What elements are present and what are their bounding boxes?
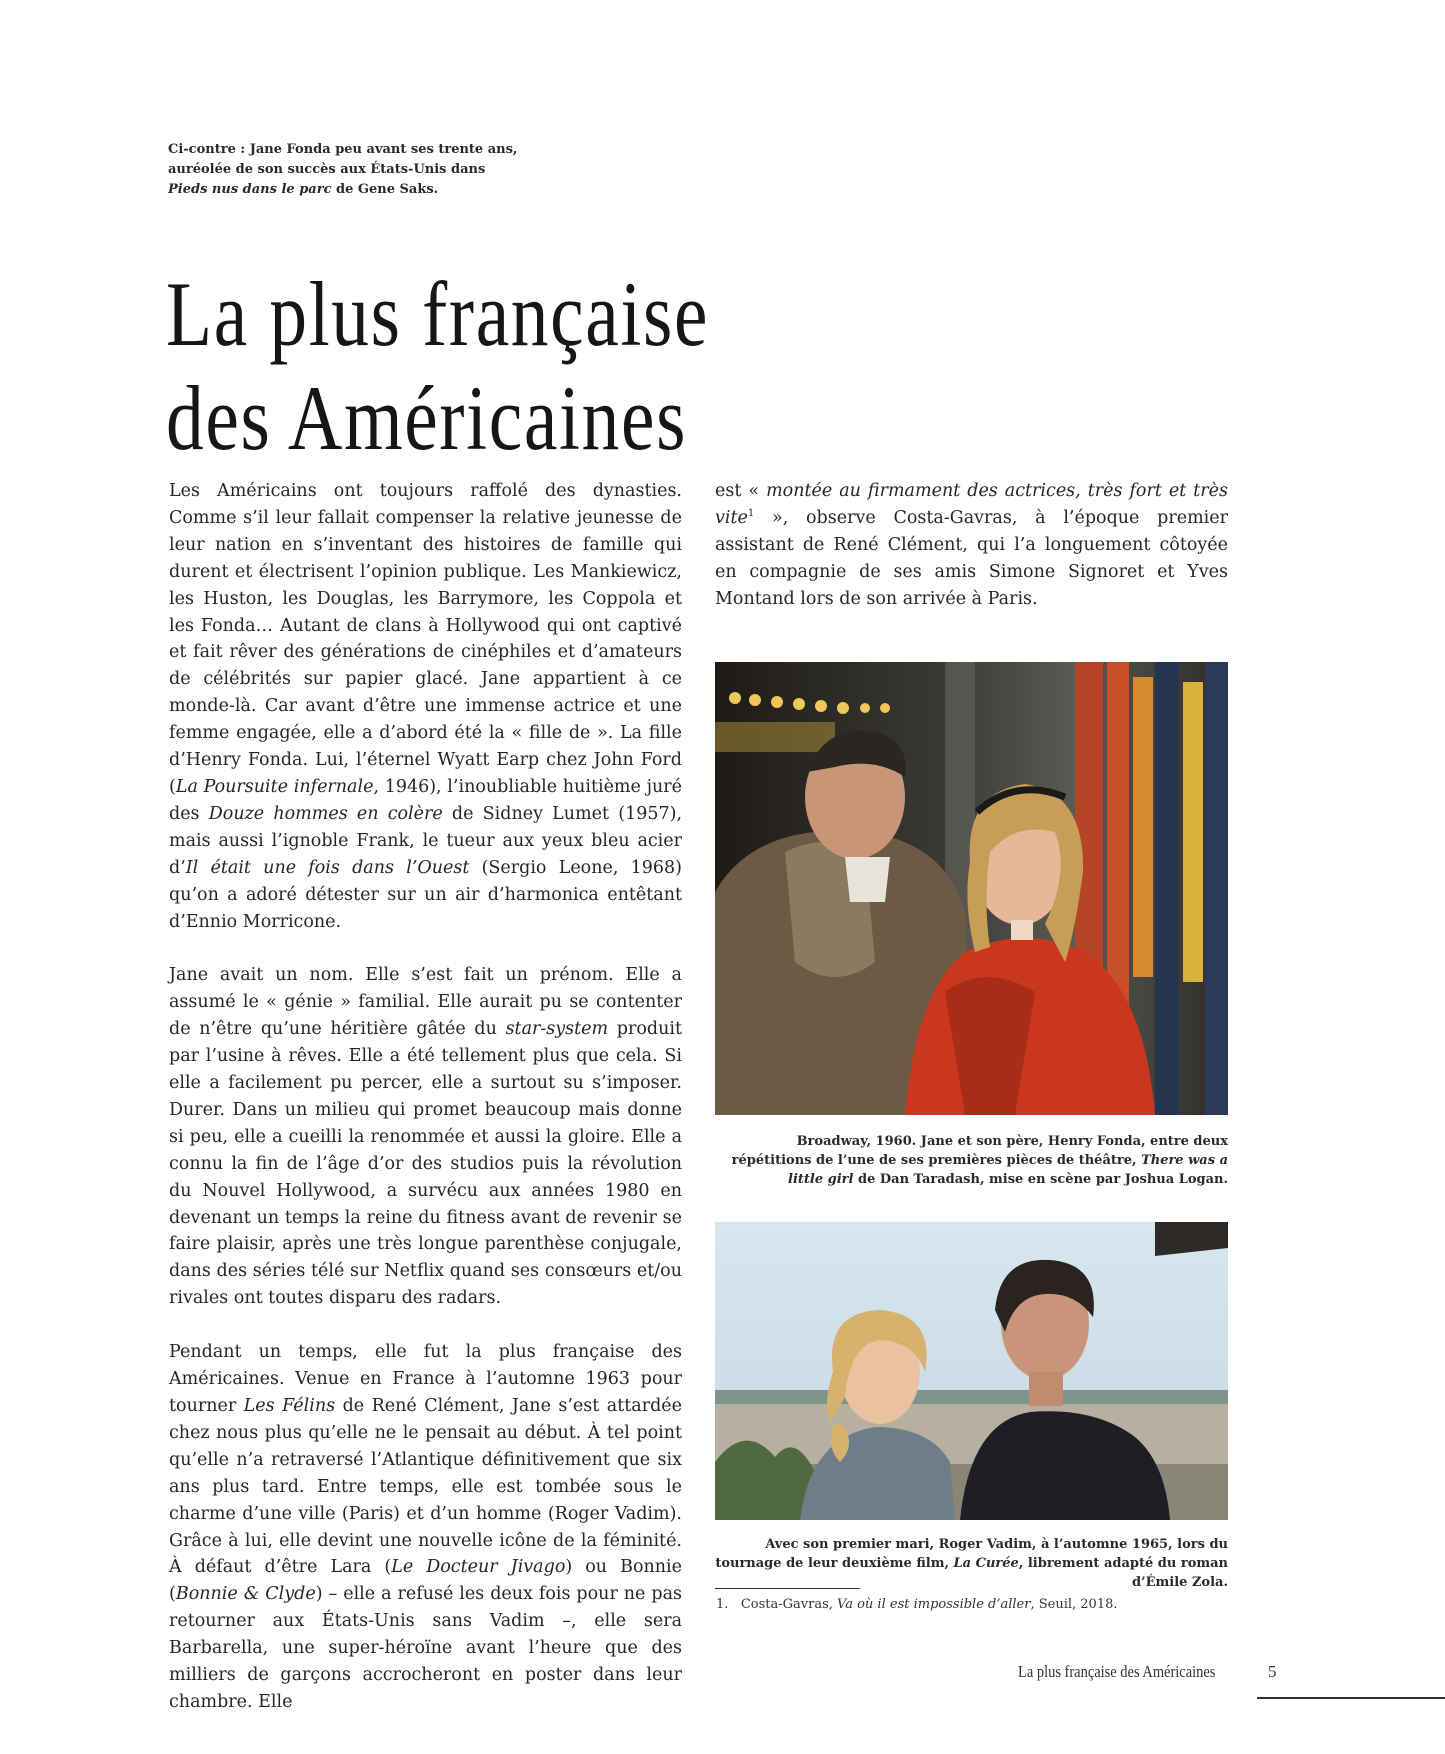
footnote: 1. Costa-Gavras, Va où il est impossible d’aller, Seuil, 2018. [716,1597,1118,1612]
photo-jane-and-roger-vadim [715,1222,1228,1520]
film-title: Il était une fois dans l’Ouest [185,857,470,878]
body-column-left [169,478,682,1743]
footnote-separator [715,1588,860,1589]
photo-illustration [715,662,1228,1115]
film-title: La Curée [953,1556,1019,1571]
film-title: Douze hommes en colère [208,803,443,824]
quote: montée au firmament des actrices, très fort et très vite [715,481,1228,528]
running-footer-title: La plus française des Américaines [1018,1662,1216,1681]
paragraph-costa-gavras: est « montée au firmament des actrices, très fort et très vite$^1$ », observe Costa-Gavras, à l’époque premier assistant de René Clément, qui l’a longuement côtoyée en compagnie de ses amis Simone Signoret et Yves Montand lors de son arrivée à Paris. [715,481,1228,609]
title-line-2: des Américaines [166,367,688,469]
film-title: Les Félins [243,1396,336,1416]
photo-jane-and-henry-fonda [715,662,1228,1115]
book-title: Va où il est impossible d’aller [837,1597,1031,1612]
paragraph-france: Pendant un temps, elle fut la plus française des Américaines. Venue en France à l’automne 1963 pour tourner Les Félins de René Clément, Jane s’est attardée chez nous plus qu’elle ne le pensait au début. À tel point qu’elle n’a retraversé l’Atlantique définitivement que six ans plus tard. Entre temps, elle est tombée sous le charme d’une ville (Paris) et d’un homme (Roger Vadim). Grâce à lui, elle devint une nouvelle icône de la féminité. À défaut d’être Lara (Le Docteur Jivago) ou Bonnie (Bonnie & Clyde) – elle a refusé les deux fois pour ne pas retourner aux États-Unis sans Vadim –, elle sera Barbarella, une super-héroïne avant l’heure que des milliers de garçons accrocheront en poster dans leur chambre. Elle [169,1342,682,1712]
photo-caption-opposite: Ci-contre : Jane Fonda peu avant ses trente ans, auréolée de son succès aux États-Unis dans Pieds nus dans le parc de Gene Saks. [168,142,518,197]
photo-caption-la-curee: Avec son premier mari, Roger Vadim, à l’automne 1965, lors du tournage de leur deuxième film, La Curée, librement adapté du roman d’Émile Zola. [715,1537,1228,1590]
photo-caption-broadway: Broadway, 1960. Jane et son père, Henry Fonda, entre deux répétitions de l’une de ses premières pièces de théâtre, There was a little girl de Dan Taradash, mise en scène par Joshua Logan. [731,1134,1228,1187]
film-title: La Poursuite infernale [175,776,374,797]
film-title: Bonnie & Clyde [175,1584,316,1605]
title-line-1: La plus française [166,263,710,365]
film-title: Le Docteur Jivago [391,1557,566,1578]
page-number: 5 [1268,1662,1277,1681]
film-title: Pieds nus dans le parc [168,182,332,197]
chapter-title [166,262,724,470]
footnote-number: 1. [716,1597,729,1612]
footnote-marker: 1 [747,508,755,520]
paragraph-dynasties: Les Américains ont toujours raffolé des dynasties. Comme s’il leur fallait compenser la relative jeunesse de leur nation en s’inventant des histoires de famille qui durent et électrisent l’opinion publique. Les Mankiewicz, les Huston, les Douglas, les Barrymore, les Coppola et les Fonda… Autant de clans à Hollywood qui ont captivé et fait rêver des générations de cinéphiles et d’amateurs de célébrités sur papier glacé. Jane appartient à ce monde-là. Car avant d’être une immense actrice et une femme engagée, elle a d’abord été la « fille de ». La fille d’Henry Fonda. Lui, l’éternel Wyatt Earp chez John Ford (La Poursuite infernale, 1946), l’inoubliable huitième juré des Douze hommes en colère de Sidney Lumet (1957), mais aussi l’ignoble Frank, le tueur aux yeux bleu acier d’Il était une fois dans l’Ouest (Sergio Leone, 1968) qu’on a adoré détester sur un air d’harmonica entêtant d’Ennio Morricone. [169,481,683,932]
paragraph-jane-name: Jane avait un nom. Elle s’est fait un prénom. Elle a assumé le « génie » familial. Elle aurait pu se contenter de n’être qu’une héritière gâtée du star-system produit par l’usine à rêves. Elle a été tellement plus que cela. Si elle a facilement pu percer, elle a surtout su s’imposer. Durer. Dans un milieu qui promet beaucoup mais donne si peu, elle a cueilli la renommée et aussi la gloire. Elle a connu la fin de l’âge d’or des studios puis la révolution du Nouvel Hollywood, a survécu aux années 1980 en devenant un temps la reine du fitness avant de revenir se faire plaisir, après une très longue parenthèse conjugale, dans des séries télé sur Netflix quand ses consœurs et/ou rivales ont toutes disparu des radars. [169,965,682,1309]
play-title: There was a little girl [788,1153,1228,1187]
term: star-system [505,1019,609,1040]
body-column-right [715,478,1228,640]
photo-illustration [715,1222,1228,1520]
footer-rule [1257,1697,1445,1699]
